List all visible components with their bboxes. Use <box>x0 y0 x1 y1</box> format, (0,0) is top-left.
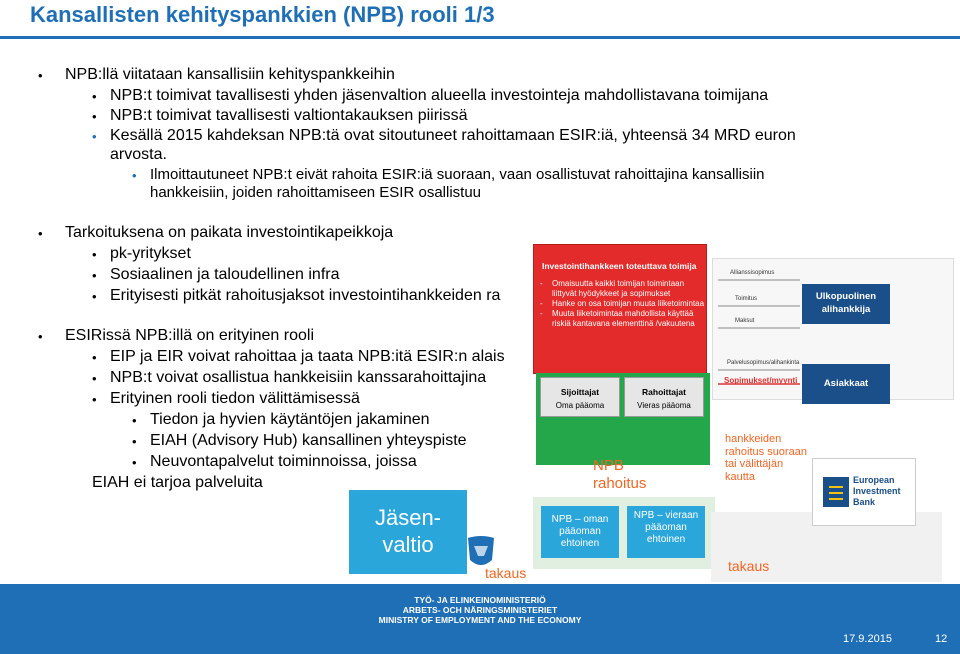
asiakkaat-box: Asiakkaat <box>802 364 890 404</box>
bullet-text: NPB:t toimivat tavallisesti valtiontakauksen piirissä <box>110 107 468 124</box>
sub-bullet-item <box>132 431 467 451</box>
bullet-text: Neuvontapalvelut toiminnoissa, joissa <box>150 453 417 470</box>
bullet-text: hankkeisiin, joiden rahoittamiseen ESIR osallistuu <box>150 184 482 201</box>
bullet-section2-head <box>38 223 394 243</box>
sopimukset-label: Sopimukset/myynti <box>724 376 798 385</box>
bullet-item <box>92 126 796 146</box>
bullet-text: Tarkoituksena on paikata investointikapeikkoja <box>65 224 394 241</box>
allianssi-label: Allianssisopimus <box>730 270 775 276</box>
bullet-dot-icon: • <box>92 350 97 365</box>
bullet-text: NPB:t toimivat tavallisesti yhden jäsenvaltion alueella investointeja mahdollistavana toimijana <box>110 87 769 104</box>
red-box-list <box>540 279 706 329</box>
takaus-label-right: takaus <box>728 558 770 574</box>
bullet-item <box>92 347 505 367</box>
ministry-logo-text <box>372 595 588 625</box>
bullet-dot-icon: • <box>38 226 43 241</box>
sub-bullet-item <box>132 166 765 184</box>
ministry-line-fi: TYÖ- JA ELINKEINOMINISTERIÖ <box>414 595 546 605</box>
rahoittajat-title: Rahoittajat <box>642 387 686 397</box>
slide-date: 17.9.2015 <box>843 633 892 645</box>
bullet-dot-icon: • <box>92 268 97 283</box>
jasenvaltio-label: Jäsen- valtio <box>374 505 442 557</box>
bullet-text: EIAH ei tarjoa palveluita <box>92 474 263 491</box>
hankkeiden-rahoitus-label: hankkeiden rahoitus suoraan tai välittäjän kautta <box>725 433 807 483</box>
slide-title: Kansallisten kehityspankkien (NPB) rooli 1/3 <box>30 2 495 27</box>
bullet-dot-icon: • <box>132 413 137 428</box>
toimitus-label: Toimitus <box>735 296 758 302</box>
sijoittajat-title: Sijoittajat <box>560 387 600 397</box>
bullet-dot-icon: • <box>92 371 97 386</box>
bullet-text: EIAH (Advisory Hub) kansallinen yhteyspiste <box>150 432 467 449</box>
npb-vieraan-tile: NPB – vieraan pääoman ehtoinen <box>627 506 705 558</box>
maksut-label: Maksut <box>735 318 755 324</box>
investointihanke-box <box>533 244 707 374</box>
bullet-text: NPB:t voivat osallistua hankkeisiin kanssarahoittajina <box>110 369 487 386</box>
bullet-dot-icon: • <box>92 129 97 144</box>
bullet-dot-icon: • <box>92 109 97 124</box>
vieras-paaoma-label: Vieras pääoma <box>637 401 691 410</box>
bullet-text: Ilmoittautuneet NPB:t eivät rahoita ESIR:iä suoraan, vaan osallistuvat rahoittajina kansallisiin <box>150 166 765 183</box>
bullet-text: Erityisesti pitkät rahoitusjaksot investointihankkeiden ra <box>110 287 501 304</box>
ministry-line-sv: ARBETS- OCH NÄRINGSMINISTERIET <box>402 605 558 615</box>
bullet-text: Kesällä 2015 kahdeksan NPB:tä ovat sitoutuneet rahoittamaan ESIR:iä, yhteensä 34 MRD euron <box>110 127 796 144</box>
bullet-item <box>92 286 501 306</box>
bullet-dot-icon: • <box>92 89 97 104</box>
bullet-dot-icon: • <box>92 289 97 304</box>
bullet-dot-icon: • <box>92 392 97 407</box>
bullet-section1-head <box>38 65 395 85</box>
bullet-dot-icon: • <box>132 168 137 183</box>
sub-bullet-continuation <box>150 184 481 202</box>
bullet-item <box>92 265 340 285</box>
rahoittajat-box <box>624 377 704 417</box>
sijoittajat-box <box>540 377 620 417</box>
page-number: 12 <box>935 633 948 645</box>
palvelu-label: Palvelusopimus/alihankinta <box>727 360 800 366</box>
eib-label: European Investment Bank <box>853 475 901 507</box>
bullet-dot-icon: • <box>92 247 97 262</box>
bullet-item <box>92 86 769 106</box>
red-box-title: Investointihankkeen toteuttava toimija <box>542 261 697 271</box>
bullet-item <box>92 389 360 409</box>
bullet-item <box>92 244 191 264</box>
bullet-text: Sosiaalinen ja taloudellinen infra <box>110 266 340 283</box>
sub-bullet-item <box>132 452 417 472</box>
bullet-text: Erityinen rooli tiedon välittämisessä <box>110 390 360 407</box>
title-rule <box>0 36 960 39</box>
jasenvaltio-box <box>349 490 467 574</box>
bullet-text: Tiedon ja hyvien käytäntöjen jakaminen <box>150 411 430 428</box>
eib-logo-box <box>812 458 916 526</box>
oma-paaoma-label: Oma pääoma <box>555 401 605 410</box>
bullet-text: pk-yritykset <box>110 245 191 262</box>
red-list-item: - Hanke on osa toimijan muuta liiketoimintaa <box>540 299 705 308</box>
npb-oman-tile: NPB – oman pääoman ehtoinen <box>541 506 619 558</box>
bullet-dot-icon: • <box>132 434 137 449</box>
bullet-dot-icon: • <box>38 68 43 83</box>
bullet-text: EIP ja EIR voivat rahoittaa ja taata NPB:itä ESIR:n alais <box>110 348 505 365</box>
ulkopuolinen-alihankkija-box: Ulkopuolinen alihankkija <box>802 284 890 324</box>
eib-logo-icon <box>821 475 851 511</box>
ministry-line-en: MINISTRY OF EMPLOYMENT AND THE ECONOMY <box>378 615 582 625</box>
npb-rahoitus-label: NPB rahoitus <box>593 457 647 492</box>
bullet-item <box>92 368 487 388</box>
sub-bullet-item <box>132 410 430 430</box>
bullet-dot-icon: • <box>132 455 137 470</box>
bullet-continuation <box>110 145 167 165</box>
red-list-item: - Muuta liiketoimintaa mahdollista käyttää riskiä kantavana elementtinä /vakuutena <box>540 309 695 328</box>
bullet-text: NPB:llä viitataan kansallisiin kehityspankkeihin <box>65 66 395 83</box>
bullet-item <box>92 106 468 126</box>
bullet-text: arvosta. <box>110 146 167 163</box>
red-list-item: - Omaisuutta kaikki toimijan toimintaan liittyvät hyödykkeet ja sopimukset <box>540 279 685 298</box>
bullet-section3-head <box>38 326 314 346</box>
bullet-text: ESIRissä NPB:illä on erityinen rooli <box>65 327 314 344</box>
bullet-tail <box>92 473 263 493</box>
takaus-label-left: takaus <box>485 565 527 581</box>
bullet-dot-icon: • <box>38 329 43 344</box>
